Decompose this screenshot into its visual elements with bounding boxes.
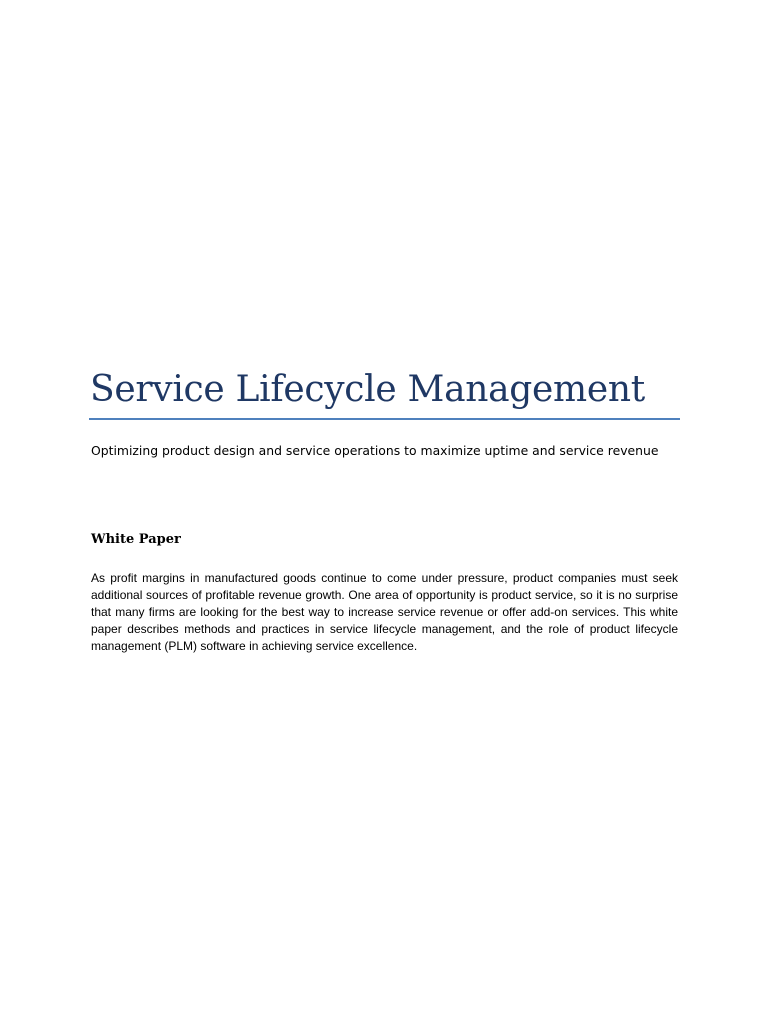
section-heading-white-paper: White Paper [91,532,181,547]
page-title: Service Lifecycle Management [90,369,645,410]
body-paragraph: As profit margins in manufactured goods continue to come under pressure, product companies must seek additional sources of profitable revenue growth. One area of opportunity is product service, so it is no surprise that many firms are looking for the best way to increase service revenue or offer add-on services. This white paper describes methods and practices in service lifecycle management, and the role of product lifecycle management (PLM) software in achieving service excellence. [91,571,678,653]
title-underline-rule [89,418,680,420]
page-subtitle: Optimizing product design and service operations to maximize uptime and service revenue [91,443,659,458]
